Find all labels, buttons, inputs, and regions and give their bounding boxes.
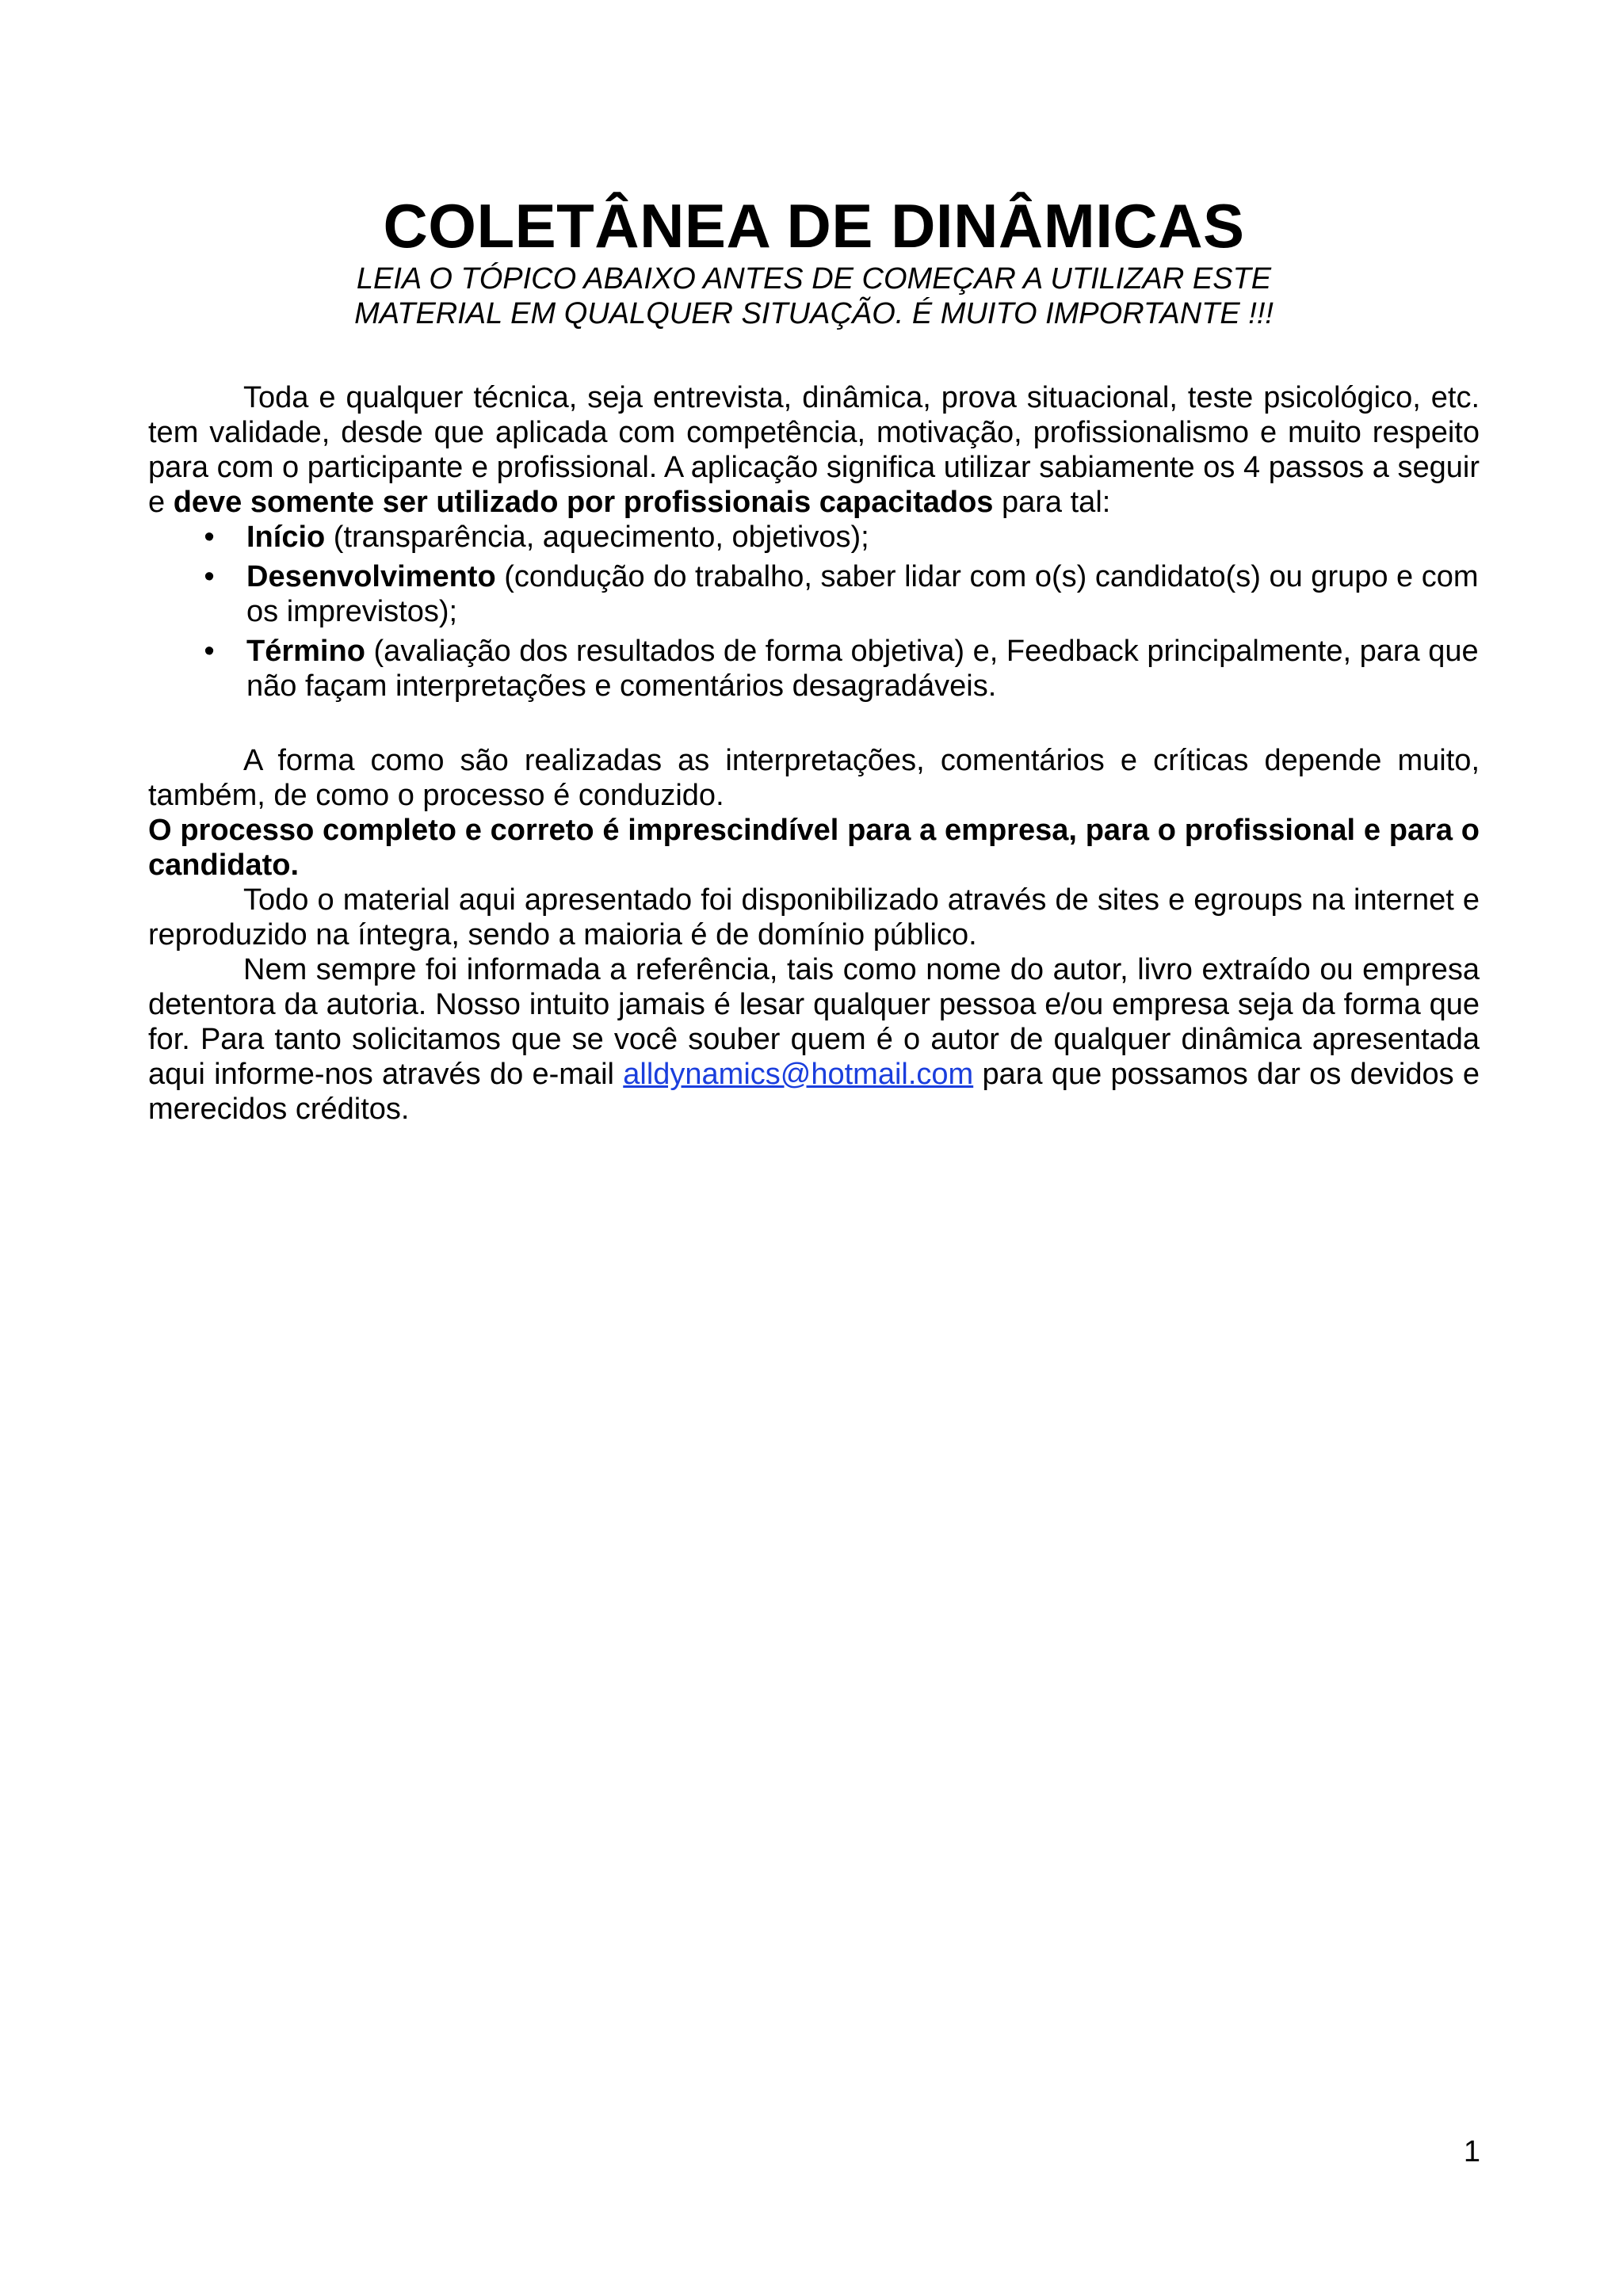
step-text: (condução do trabalho, saber lidar com o(s) candidato(s) ou grupo e com os imprevistos); <box>246 560 1479 628</box>
bullet-icon: • <box>204 635 215 668</box>
forma-paragraph: A forma como são realizadas as interpretações, comentários e críticas depende muito, também, de como o processo é conduzido. <box>148 744 1480 812</box>
intro-tail-text: para tal: <box>993 486 1111 519</box>
step-label: Término <box>246 635 365 668</box>
steps-list <box>148 520 1480 704</box>
step-text: (transparência, aquecimento, objetivos); <box>325 521 869 554</box>
step-label: Início <box>246 521 326 554</box>
step-text: (avaliação dos resultados de forma objetiva) e, Feedback principalmente, para que não façam interpretações e comentários desagradáveis. <box>246 635 1479 703</box>
page-content <box>148 190 1480 1127</box>
bullet-icon: • <box>204 521 215 554</box>
material-paragraph: Todo o material aqui apresentado foi disponibilizado através de sites e egroups na internet e reproduzido na íntegra, sendo a maioria é de domínio público. <box>148 883 1480 952</box>
list-item <box>148 520 1480 555</box>
page-number: 1 <box>1463 2135 1480 2168</box>
bullet-icon: • <box>204 560 215 593</box>
subtitle-line-1: LEIA O TÓPICO ABAIXO ANTES DE COMEÇAR A UTILIZAR ESTE <box>356 262 1272 296</box>
referencia-paragraph <box>148 952 1480 1127</box>
intro-bold-text: deve somente ser utilizado por profissionais capacitados <box>173 486 994 519</box>
email-link[interactable]: alldynamics@hotmail.com <box>623 1058 974 1091</box>
subtitle-line-2: MATERIAL EM QUALQUER SITUAÇÃO. É MUITO IMPORTANTE !!! <box>354 297 1274 330</box>
list-item <box>148 559 1480 629</box>
page-title: COLETÂNEA DE DINÂMICAS <box>383 191 1245 261</box>
referencia-text: Nem sempre foi informada a referência, tais como nome do autor, livro extraído ou empresa detentora da autoria. Nosso intuito jamais é lesar qualquer pessoa e/ou empresa seja da forma que for. Para tanto solicitamos que se você souber quem é o autor de qualquer dinâmica apresentada aqui informe-nos através do e-mail <box>148 953 1480 1091</box>
list-item <box>148 634 1480 704</box>
intro-text: Toda e qualquer técnica, seja entrevista, dinâmica, prova situacional, teste psicológico, etc. tem validade, desde que aplicada com competência, motivação, profissionalismo e muito respeito para com o participante e profissional. A aplicação significa utilizar sabiamente os 4 passos a seguir e <box>148 381 1480 519</box>
referencia-tail-text: para que possamos dar os devidos e merecidos créditos. <box>148 1058 1480 1126</box>
processo-paragraph: O processo completo e correto é imprescindível para a empresa, para o profissional e para o candidato. <box>148 814 1480 882</box>
intro-paragraph <box>148 380 1480 520</box>
step-label: Desenvolvimento <box>246 560 496 593</box>
